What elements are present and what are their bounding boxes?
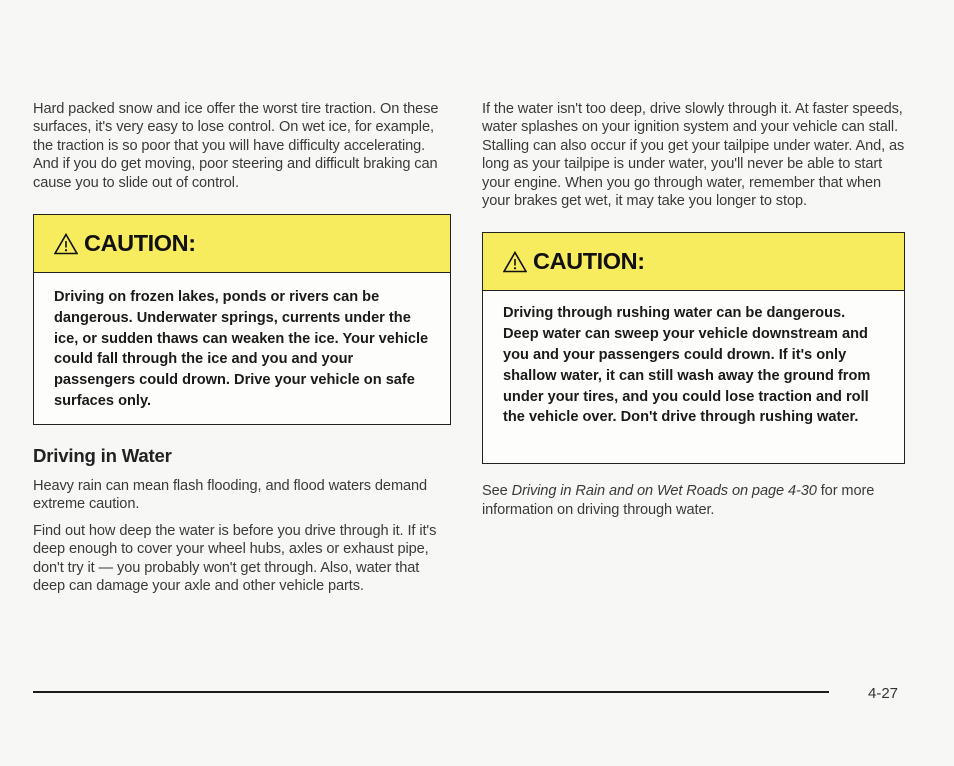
footer-rule — [33, 691, 829, 693]
warning-triangle-icon — [503, 251, 527, 273]
intro-paragraph: Hard packed snow and ice offer the worst tire traction. On these surfaces, it's very easy to lose control. On wet ice, for example, the traction is so poor that you will have difficulty accelerating. And if you do get moving, poor steering and difficult braking can cause you to slide out of control. — [33, 101, 439, 191]
caution-title: CAUTION: — [533, 248, 645, 275]
caution-box-ice — [33, 214, 451, 425]
section-heading: Driving in Water — [33, 445, 172, 467]
paragraph: Find out how deep the water is before you drive through it. If it's deep enough to cover your wheel hubs, axles or exhaust pipe, don't try it — you probably won't get through. Also, water that deep can damage your axle and other vehicle parts. — [33, 522, 437, 595]
see-prefix: See — [482, 483, 512, 500]
cross-reference-link[interactable]: Driving in Rain and on Wet Roads on page 4-30 — [511, 483, 817, 500]
see-also-paragraph — [482, 482, 907, 519]
caution-header — [34, 215, 450, 273]
intro-paragraph: If the water isn't too deep, drive slowly through it. At faster speeds, water splashes on your ignition system and your vehicle can stall. Stalling can also occur if you get your tailpipe under water. And, as long as your tailpipe is under water, you'll never be able to start your engine. When you go through water, remember that when your brakes get wet, it may take you longer to stop. — [482, 101, 905, 210]
page-number: 4-27 — [868, 685, 899, 702]
caution-title: CAUTION: — [84, 230, 196, 257]
right-column — [482, 100, 912, 519]
paragraph: Heavy rain can mean flash flooding, and flood waters demand extreme caution. — [33, 478, 428, 513]
see-suffix: for more information on driving through water. — [482, 483, 875, 518]
caution-text: Driving on frozen lakes, ponds or rivers can be dangerous. Underwater springs, currents under the ice, or sudden thaws can weaken the ice. Your vehicle could fall through the ice and you and your passengers could drown. Drive your vehicle on safe surfaces only. — [54, 289, 429, 410]
caution-box-water — [482, 232, 905, 464]
left-column — [33, 100, 458, 595]
warning-triangle-icon — [54, 233, 78, 255]
caution-header — [483, 233, 904, 291]
caution-text: Driving through rushing water can be dangerous. Deep water can sweep your vehicle downstream and you and your passengers could drown. If it's only shallow water, it can still wash away the ground from under your tires, and you could lose traction and roll the vehicle over. Don't drive through rushing water. — [503, 305, 871, 426]
